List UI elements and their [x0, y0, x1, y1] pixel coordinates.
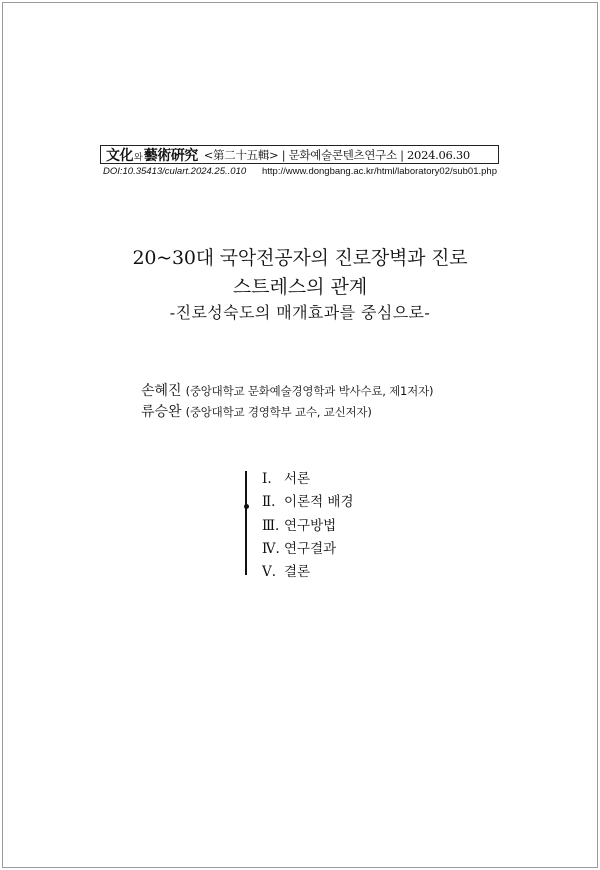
author-row	[141, 381, 433, 402]
toc-item-number: Ⅲ.	[262, 517, 280, 534]
author-row	[141, 402, 433, 423]
toc-list	[262, 468, 354, 584]
doi-text: DOI:10.35413/culart.2024.25..010	[103, 166, 247, 177]
author-affiliation: (중앙대학교 경영학부 교수, 교신저자)	[185, 405, 372, 419]
toc-item-label: 연구방법	[284, 517, 337, 534]
page-border	[2, 2, 598, 868]
toc-item-number: Ⅰ.	[262, 471, 272, 487]
toc-item-label: 이론적 배경	[284, 494, 354, 511]
meta-row	[103, 166, 497, 177]
toc-item	[262, 561, 354, 584]
logo-second-text: 藝術硏究	[143, 147, 198, 164]
toc-item-label: 서론	[284, 471, 311, 487]
title-line-1: 20~30대 국악전공자의 진로장벽과 진로	[132, 247, 468, 269]
author-name: 손혜진	[141, 383, 182, 399]
toc-item-number: Ⅴ.	[262, 564, 277, 581]
author-list	[141, 381, 433, 423]
journal-header-box	[100, 145, 499, 164]
title-line-2: 스트레스의 관계	[232, 276, 368, 298]
toc-item	[262, 515, 354, 538]
author-affiliation: (중앙대학교 문화예술경영학과 박사수료, 제1저자)	[185, 384, 434, 398]
journal-info: <第二十五輯> | 문화예술콘텐츠연구소 | 2024.06.30	[203, 147, 470, 162]
logo-main-text: 文化	[106, 147, 133, 164]
toc-dot-marker	[244, 504, 249, 509]
toc-item-number: Ⅱ.	[262, 494, 276, 511]
toc-vertical-rule	[245, 471, 247, 575]
toc-item-label: 연구결과	[284, 540, 337, 557]
toc-item	[262, 468, 354, 491]
journal-logo	[106, 145, 198, 165]
subtitle: -진로성숙도의 매개효과를 중심으로-	[169, 303, 431, 322]
toc-item	[262, 491, 354, 514]
toc-item-number: Ⅳ.	[262, 540, 280, 557]
logo-conj-text: 와	[134, 152, 143, 163]
author-name: 류승완	[141, 404, 182, 420]
toc-item-label: 결론	[284, 564, 311, 581]
toc-item	[262, 538, 354, 561]
url-link[interactable]: http://www.dongbang.ac.kr/html/laboratory02/sub01.php	[261, 166, 497, 177]
